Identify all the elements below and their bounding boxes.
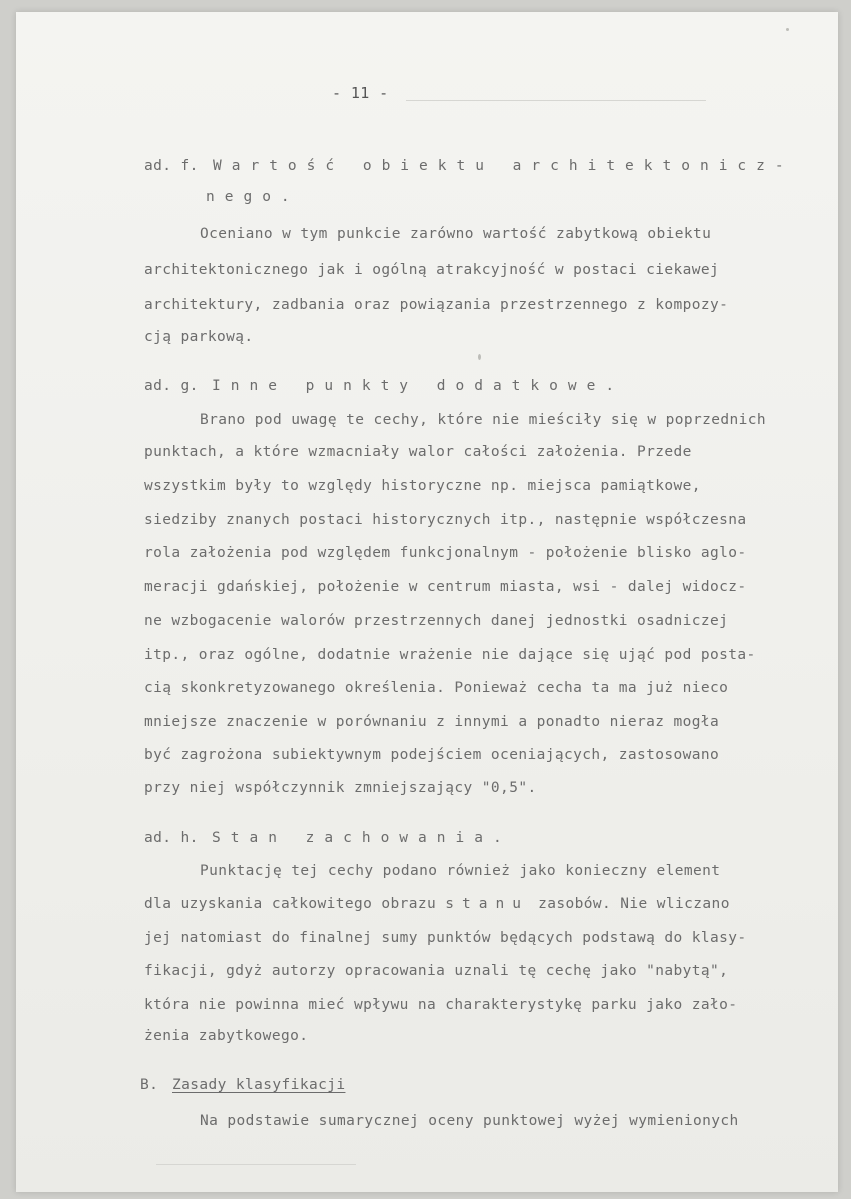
section-h-label: ad. h. [144,830,199,846]
section-f-heading: Wartość obiektu architektonicz- [213,158,794,174]
section-b-label: B. [140,1077,159,1093]
section-f-heading-cont: nego. [206,189,300,205]
scan-streak [156,1164,356,1165]
section-g-line-3: wszystkim były to względy historyczne np. miejsca pamiątkowe, [144,478,701,494]
document-page [16,12,838,1192]
section-g-line-9: cią skonkretyzowanego określenia. Ponieważ cecha ta ma już nieco [144,680,729,696]
section-g-line-12: przy niej współczynnik zmniejszający "0,5". [144,780,537,796]
section-g-line-7: ne wzbogacenie walorów przestrzennych danej jednostki osadniczej [144,613,729,629]
section-b-line-1: Na podstawie sumarycznej oceny punktowej wyżej wymienionych [200,1113,739,1129]
section-f-line-4: cją parkową. [144,329,254,345]
section-h-line-2-emphasis: stanu [445,896,529,912]
section-g-line-4: siedziby znanych postaci historycznych itp., następnie współczesna [144,512,747,528]
section-f-line-1: Oceniano w tym punkcie zarówno wartość zabytkową obiektu [200,226,712,242]
scan-speck [786,28,789,31]
page-number: - 11 - [332,84,389,102]
section-f-line-2: architektonicznego jak i ogólną atrakcyjność w postaci ciekawej [144,262,720,278]
section-h-heading: Stan zachowania. [212,830,512,846]
section-g-line-6: meracji gdańskiej, położenie w centrum miasta, wsi - dalej widocz- [144,579,747,595]
section-g-heading: Inne punkty dodatkowe. [212,378,625,394]
section-g-label: ad. g. [144,378,199,394]
scan-streak [406,100,706,101]
section-f-line-3: architektury, zadbania oraz powiązania przestrzennego z kompozy- [144,297,729,313]
section-h-line-6: żenia zabytkowego. [144,1028,309,1044]
scan-speck [478,354,481,360]
section-g-line-11: być zagrożona subiektywnym podejściem oceniających, zastosowano [144,747,720,763]
section-h-line-3: jej natomiast do finalnej sumy punktów będących podstawą do klasy- [144,930,747,946]
section-g-line-8: itp., oraz ogólne, dodatnie wrażenie nie dające się ująć pod posta- [144,647,756,663]
section-h-line-5: która nie powinna mieć wpływu na charakterystykę parku jako zało- [144,997,738,1013]
section-g-line-10: mniejsze znaczenie w porównaniu z innymi a ponadto nieraz mogła [144,714,720,730]
section-g-line-1: Brano pod uwagę te cechy, które nie mieściły się w poprzednich [200,412,767,428]
section-h-line-4: fikacji, gdyż autorzy opracowania uznali tę cechę jako "nabytą", [144,963,729,979]
section-h-line-2-before: dla uzyskania całkowitego obrazu [144,896,437,912]
section-h-line-2-after: zasobów. Nie wliczano [538,896,730,912]
section-g-line-5: rola założenia pod względem funkcjonalnym - położenie blisko aglo- [144,545,747,561]
section-f-label: ad. f. [144,158,199,174]
section-g-line-2: punktach, a które wzmacniały walor całości założenia. Przede [144,444,692,460]
section-h-line-2 [144,896,730,912]
section-b-heading: Zasady klasyfikacji [172,1077,346,1093]
section-h-line-1: Punktację tej cechy podano również jako konieczny element [200,863,721,879]
